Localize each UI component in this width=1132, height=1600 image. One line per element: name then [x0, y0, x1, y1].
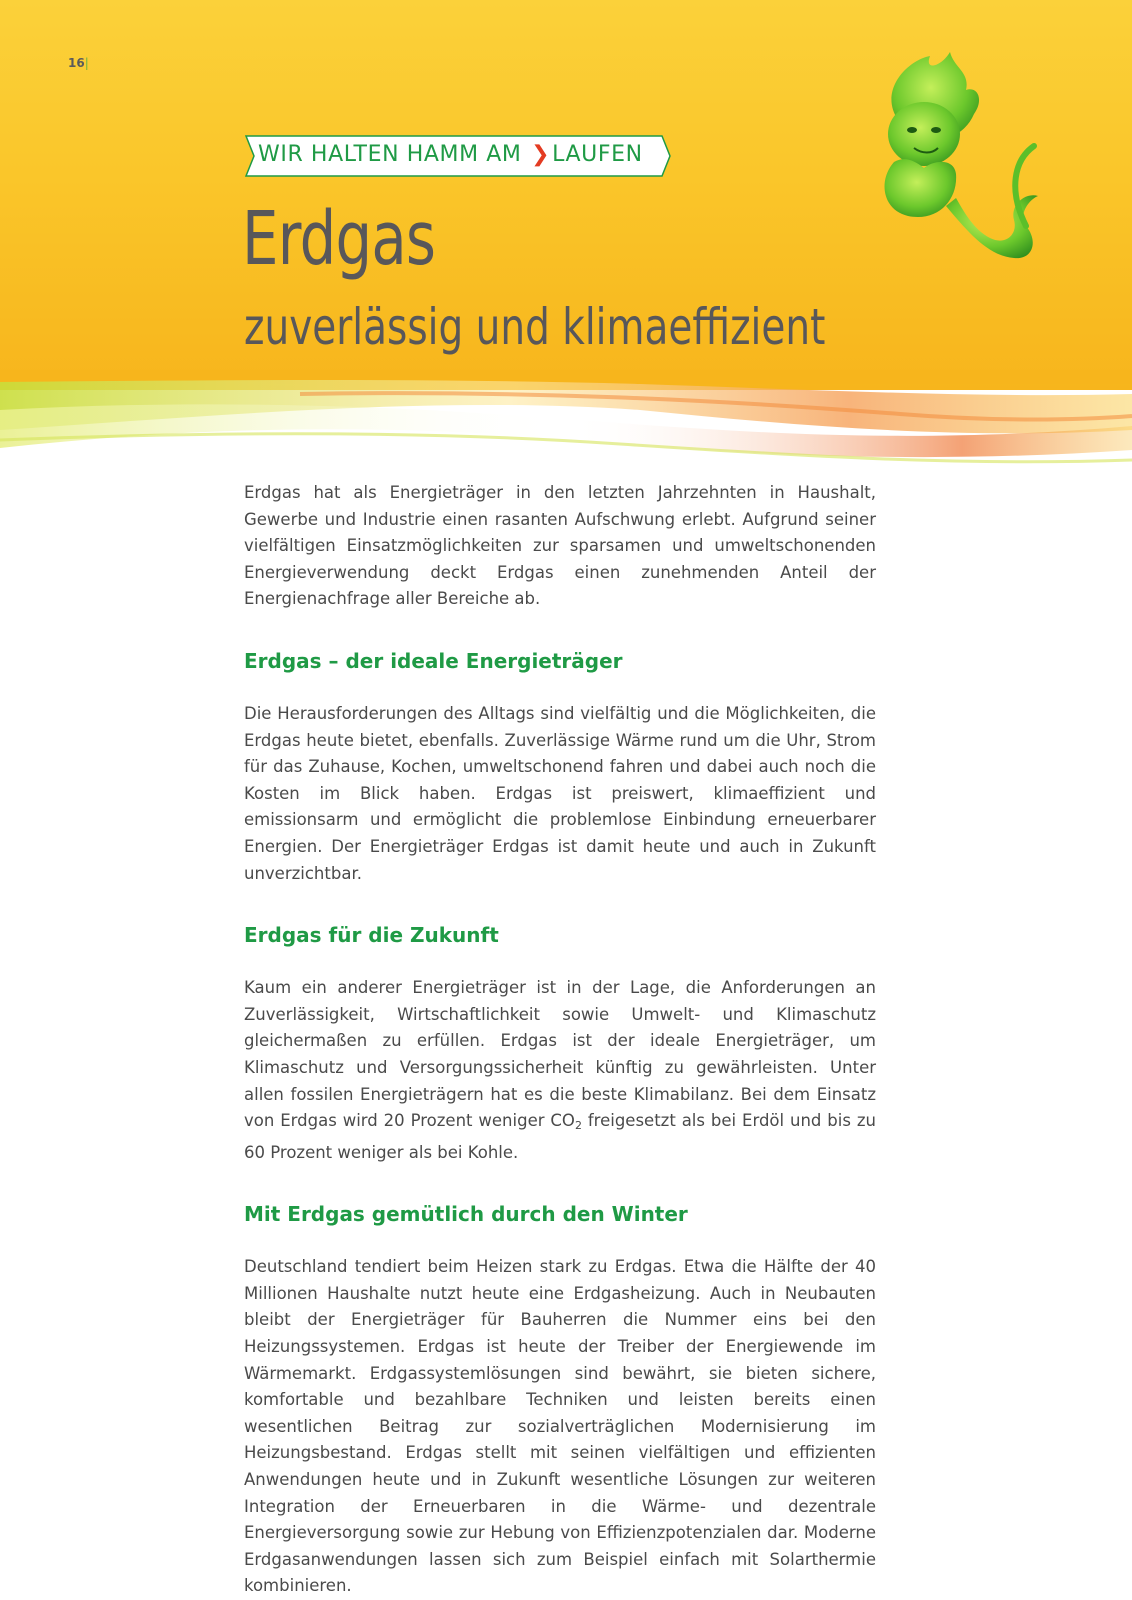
section-heading: Erdgas für die Zukunft	[244, 923, 499, 948]
decorative-wave	[0, 370, 1132, 490]
paragraph-text: Kaum ein anderer Energieträger ist in der Lage, die Anforderungen an Zuverlässigkeit, Wirtschaftlichkeit sowie Umwelt- und Klimaschutz gleichermaßen zu erfüllen. Erdgas ist der ideale Energieträger, um Klimaschutz und Versorgungssicherheit künftig zu gewährleisten. Unter allen fossilen Energieträgern hat es die beste Klimabilanz. Bei dem Einsatz von Erdgas wird 20 Prozent weniger CO	[244, 978, 876, 1131]
page-title: Erdgas	[242, 196, 436, 282]
slogan-banner	[244, 134, 672, 178]
section-heading: Erdgas – der ideale Energieträger	[244, 648, 623, 673]
co2-subscript: 2	[574, 1119, 582, 1133]
page-number: 16|	[68, 56, 89, 70]
article-body	[244, 480, 876, 1600]
slogan-part-1: WIR HALTEN HAMM AM	[258, 142, 522, 167]
paragraph-text: freigesetzt als bei Erdöl und bis zu 60 Prozent weniger als bei Kohle.	[244, 1111, 876, 1162]
page-subtitle: zuverlässig und klimaeffizient	[244, 298, 826, 356]
section-paragraph	[244, 975, 876, 1166]
section-paragraph: Die Herausforderungen des Alltags sind vielfältig und die Möglichkeiten, die Erdgas heute bietet, ebenfalls. Zuverlässige Wärme rund um die Uhr, Strom für das Zuhause, Kochen, umweltschonend fahren und dabei auch noch die Kosten im Blick haben. Erdgas ist preiswert, klimaeffizient und emissionsarm und ermöglicht die problemlose Einbindung erneuerbarer Energien. Der Energieträger Erdgas ist damit heute und auch in Zukunft unverzichtbar.	[244, 703, 876, 883]
slogan-part-2: LAUFEN	[552, 142, 643, 167]
chevron-right-icon: ❯	[531, 142, 551, 167]
slogan-text	[258, 142, 643, 167]
green-gas-flame-mascot-icon	[838, 50, 1040, 274]
intro-paragraph: Erdgas hat als Energieträger in den letzten Jahrzehnten in Haushalt, Gewerbe und Industrie einen rasanten Aufschwung erlebt. Aufgrund seiner vielfältigen Einsatzmöglichkeiten zur sparsamen und umweltschonenden Energieverwendung deckt Erdgas einen zunehmenden Anteil der Energienachfrage aller Bereiche ab.	[244, 483, 876, 609]
section-heading: Mit Erdgas gemütlich durch den Winter	[244, 1202, 688, 1227]
section-paragraph: Deutschland tendiert beim Heizen stark zu Erdgas. Etwa die Hälfte der 40 Millionen Haushalte nutzt heute eine Erdgasheizung. Auch in Neubauten bleibt der Energieträger für Bauherren die Nummer eins bei den Heizungssystemen. Erdgas ist heute der Treiber der Energiewende im Wärmemarkt. Erdgassystemlösungen sind bewährt, sie bieten sichere, komfortable und bezahlbare Techniken und leisten bereits einen wesentlichen Beitrag zur sozialverträglichen Modernisierung im Heizungsbestand. Erdgas stellt mit seinen vielfältigen und effizienten Anwendungen heute und in Zukunft wesentliche Lösungen zur weiteren Integration der Erneuerbaren in die Wärme- und dezentrale Energieversorgung sowie zur Hebung von Effizienzpotenzialen dar. Moderne Erdgasanwendungen lassen sich zum Beispiel einfach mit Solarthermie kombinieren.	[244, 1257, 876, 1596]
